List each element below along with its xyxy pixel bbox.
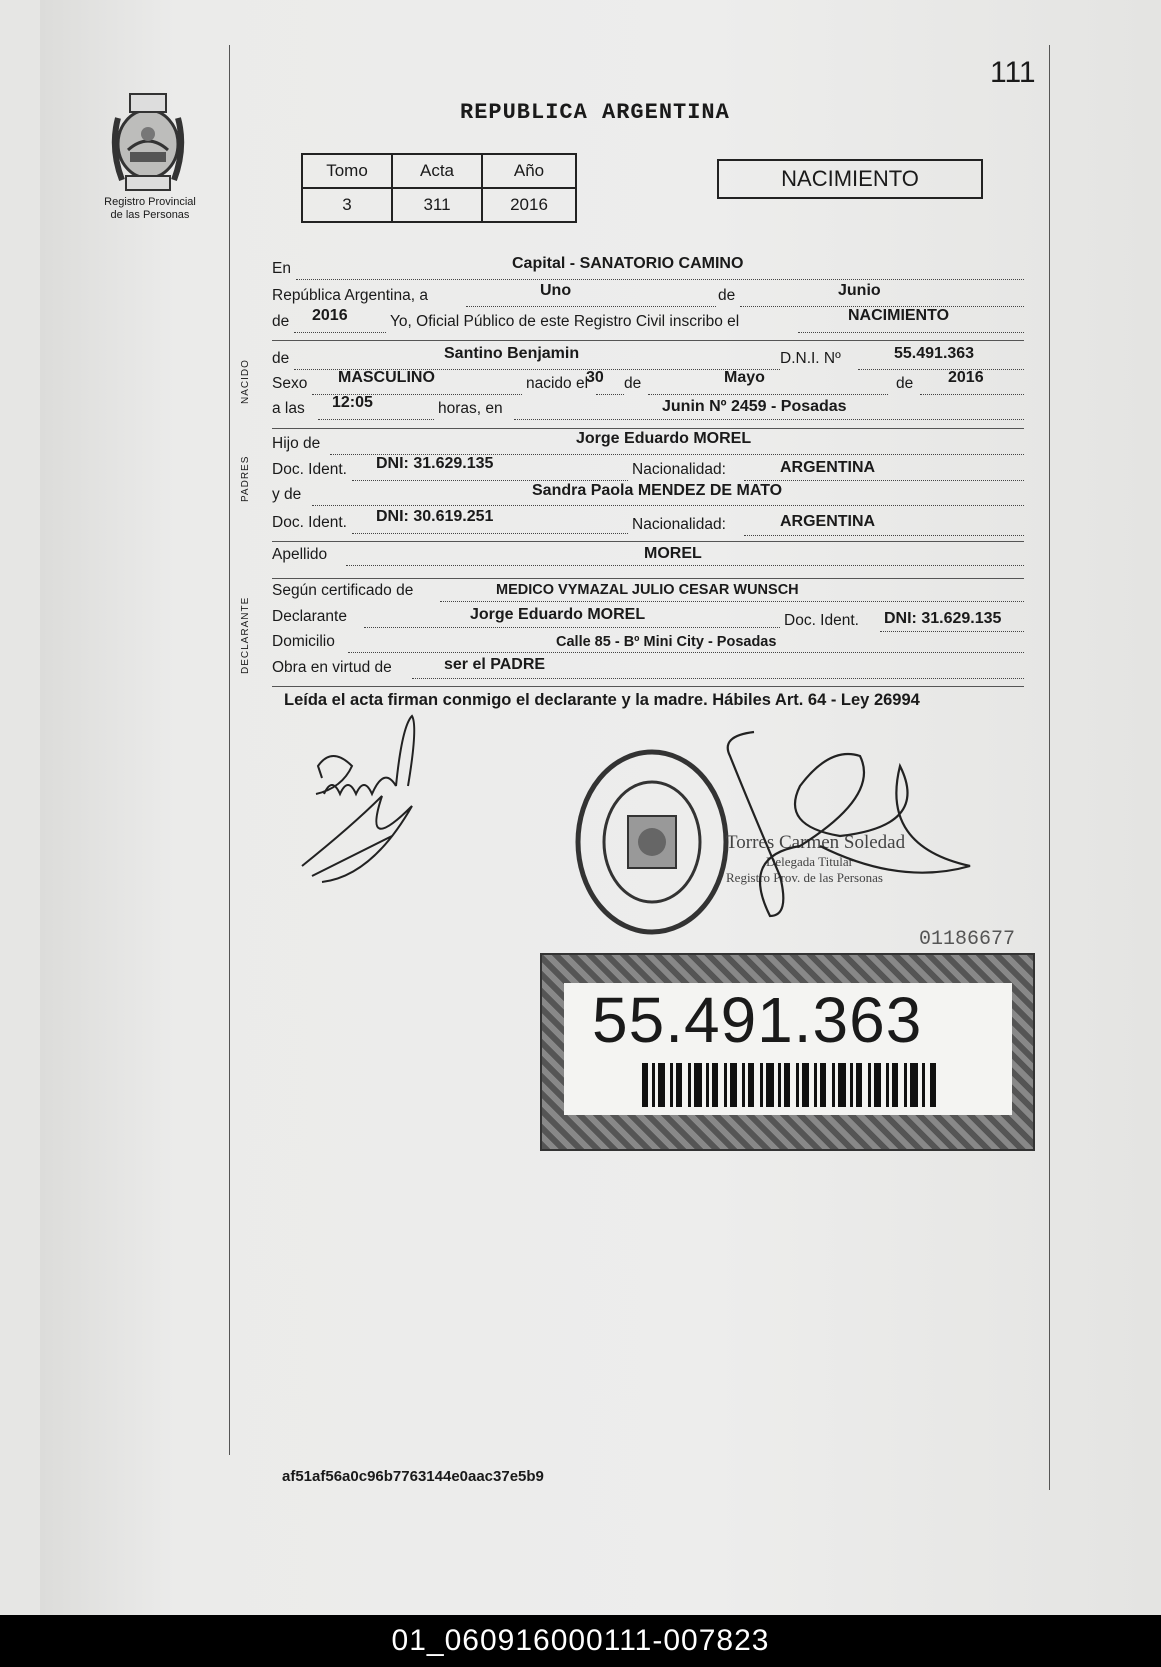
- dotted-line: [412, 677, 1024, 679]
- dotted-line: [440, 600, 1024, 602]
- tomo-value: 3: [302, 188, 392, 222]
- dotted-line: [744, 479, 1024, 481]
- anio-header: Año: [482, 154, 576, 188]
- dotted-line: [920, 393, 1024, 395]
- section-divider: [272, 340, 1024, 341]
- barcode-icon: [642, 1063, 942, 1107]
- dotted-line: [880, 630, 1024, 632]
- label-doc-ident-3: Doc. Ident.: [784, 612, 859, 629]
- book-reference-table: [301, 153, 577, 223]
- registry-name-line1: Registro Provincial: [104, 196, 196, 208]
- place-value: Capital - SANATORIO CAMINO: [512, 255, 744, 272]
- acta-value: 311: [392, 188, 482, 222]
- label-oficial: Yo, Oficial Público de este Registro Civil inscribo el: [390, 313, 740, 330]
- child-dni-value: 55.491.363: [894, 345, 975, 362]
- acta-header: Acta: [392, 154, 482, 188]
- label-dni: D.N.I. Nº: [780, 350, 841, 367]
- dotted-line: [364, 626, 780, 628]
- sex-value: MASCULINO: [338, 369, 435, 386]
- document-hash: af51af56a0c96b7763144e0aac37e5b9: [282, 1468, 544, 1485]
- day-value: Uno: [540, 282, 572, 299]
- label-de2: de: [272, 313, 290, 330]
- dotted-line: [352, 479, 628, 481]
- section-divider: [272, 578, 1024, 579]
- birth-time-value: 12:05: [332, 394, 373, 411]
- official-signature: [700, 716, 980, 926]
- dotted-line: [312, 504, 1024, 506]
- registry-name-line2: de las Personas: [110, 209, 190, 221]
- label-de-nombre: de: [272, 350, 290, 367]
- label-de-anio: de: [896, 375, 914, 392]
- label-segun: Según certificado de: [272, 582, 414, 599]
- birth-day-value: 30: [586, 369, 604, 386]
- label-de-mes: de: [624, 375, 642, 392]
- tomo-header: Tomo: [302, 154, 392, 188]
- anio-value: 2016: [482, 188, 576, 222]
- father-nationality-value: ARGENTINA: [780, 459, 876, 476]
- label-sexo: Sexo: [272, 375, 308, 392]
- dni-sticker-inner: [564, 983, 1012, 1115]
- dotted-line: [858, 368, 1024, 370]
- section-declarante-label: DECLARANTE: [240, 596, 251, 674]
- declarant-doc-value: DNI: 31.629.135: [884, 610, 1002, 627]
- official-role: Delegada Titular: [766, 854, 854, 869]
- section-nacido-label: NACIDO: [240, 359, 251, 404]
- section-divider: [272, 428, 1024, 429]
- label-horas-en: horas, en: [438, 400, 503, 417]
- section-divider: [272, 541, 1024, 542]
- label-hijo-de: Hijo de: [272, 435, 321, 452]
- label-doc-ident-2: Doc. Ident.: [272, 514, 347, 531]
- mother-name-value: Sandra Paola MENDEZ DE MATO: [532, 482, 783, 499]
- dni-sticker-number: 55.491.363: [592, 984, 923, 1056]
- label-nacionalidad-1: Nacionalidad:: [632, 461, 726, 478]
- document-title: REPUBLICA ARGENTINA: [460, 100, 730, 125]
- file-id-footer: 01_060916000111-007823: [0, 1615, 1161, 1667]
- closing-statement: Leída el acta firman conmigo el declarante y la madre. Hábiles Art. 64 - Ley 26994: [284, 691, 920, 709]
- mother-nationality-value: ARGENTINA: [780, 513, 876, 530]
- section-divider: [272, 686, 1024, 687]
- section-padres-label: PADRES: [240, 455, 251, 502]
- page-number: 111: [990, 56, 1036, 89]
- left-margin-line: [229, 45, 230, 1455]
- father-doc-value: DNI: 31.629.135: [376, 455, 494, 472]
- declarant-name-value: Jorge Eduardo MOREL: [470, 606, 646, 623]
- label-y-de: y de: [272, 486, 302, 503]
- dni-sticker: [540, 953, 1035, 1151]
- label-en: En: [272, 260, 291, 277]
- label-de: de: [718, 287, 736, 304]
- label-nacido-el: nacido el: [526, 375, 589, 392]
- dotted-line: [296, 278, 1024, 280]
- month-value: Junio: [838, 282, 881, 299]
- act-type-box: NACIMIENTO: [717, 159, 983, 199]
- dotted-line: [346, 564, 1024, 566]
- year-value: 2016: [312, 307, 348, 324]
- registry-name: [90, 196, 210, 222]
- dotted-line: [514, 418, 1024, 420]
- dotted-line: [744, 534, 1024, 536]
- birth-place-value: Junin Nº 2459 - Posadas: [662, 398, 847, 415]
- dotted-line: [352, 532, 628, 534]
- right-margin-line: [1049, 45, 1050, 1490]
- label-domicilio: Domicilio: [272, 633, 335, 650]
- birth-year-value: 2016: [948, 369, 984, 386]
- dotted-line: [348, 651, 1024, 653]
- reason-value: ser el PADRE: [444, 656, 546, 673]
- child-name-value: Santino Benjamin: [444, 345, 580, 362]
- dotted-line: [466, 305, 716, 307]
- label-obra: Obra en virtud de: [272, 659, 392, 676]
- label-republica: República Argentina, a: [272, 287, 428, 304]
- mother-signature: [292, 706, 442, 890]
- dotted-line: [596, 393, 624, 395]
- serial-number: 01186677: [919, 928, 1016, 951]
- surname-value: MOREL: [644, 545, 702, 562]
- dotted-line: [648, 393, 888, 395]
- label-declarante: Declarante: [272, 608, 347, 625]
- address-value: Calle 85 - Bº Mini City - Posadas: [556, 634, 777, 650]
- registration-type-value: NACIMIENTO: [848, 307, 950, 324]
- certificate-value: MEDICO VYMAZAL JULIO CESAR WUNSCH: [496, 582, 799, 598]
- label-a-las: a las: [272, 400, 305, 417]
- dotted-line: [294, 331, 386, 333]
- father-name-value: Jorge Eduardo MOREL: [576, 430, 752, 447]
- mother-doc-value: DNI: 30.619.251: [376, 508, 494, 525]
- label-apellido: Apellido: [272, 546, 328, 563]
- misiones-emblem-icon: [100, 88, 196, 198]
- official-office: Registro Prov. de las Personas: [726, 870, 883, 885]
- label-nacionalidad-2: Nacionalidad:: [632, 516, 726, 533]
- birth-month-value: Mayo: [724, 369, 765, 386]
- dotted-line: [318, 418, 434, 420]
- label-doc-ident-1: Doc. Ident.: [272, 461, 347, 478]
- official-name: Torres Carmen Soledad: [726, 832, 906, 853]
- dotted-line: [798, 331, 1024, 333]
